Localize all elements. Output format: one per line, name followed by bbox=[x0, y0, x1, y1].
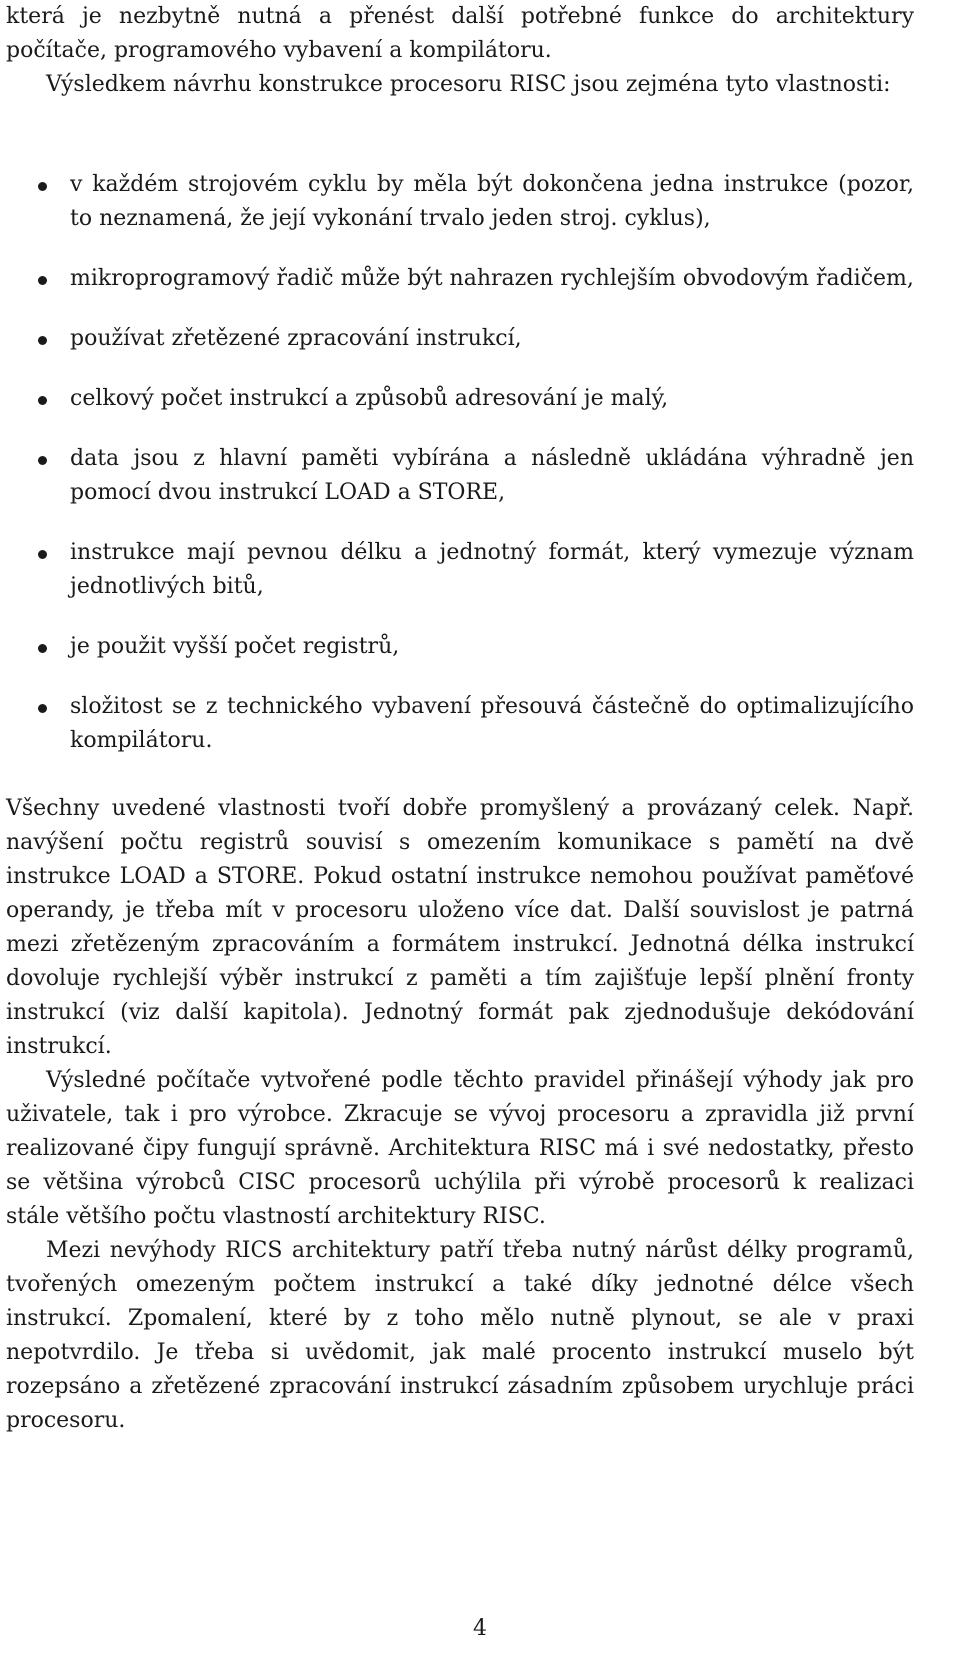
list-item-text: instrukce mají pevnou délku a jednotný formát, který vymezuje význam jednotlivých bitů, bbox=[70, 540, 914, 599]
list-item-text: mikroprogramový řadič může být nahrazen rychlejším obvodovým řadičem, bbox=[70, 266, 914, 291]
list-item bbox=[0, 262, 914, 296]
intro-lead: Výsledkem návrhu konstrukce procesoru RISC jsou zejména tyto vlastnosti: bbox=[46, 72, 891, 97]
list-item bbox=[0, 322, 914, 356]
list-item bbox=[0, 442, 914, 510]
list-item-text: v každém strojovém cyklu by měla být dokončena jedna instrukce (pozor, to neznamená, že její vykonání trvalo jeden stroj. cyklus), bbox=[70, 172, 914, 231]
risc-properties-list bbox=[0, 168, 914, 784]
bullet-icon bbox=[38, 396, 47, 405]
bullet-icon bbox=[38, 182, 47, 191]
list-item bbox=[0, 168, 914, 236]
bullet-icon bbox=[38, 336, 47, 345]
bullet-icon bbox=[38, 550, 47, 559]
body-text bbox=[6, 792, 914, 1438]
intro-text bbox=[6, 0, 914, 102]
page-number: 4 bbox=[473, 1616, 487, 1641]
list-item bbox=[0, 630, 914, 664]
list-item-text: data jsou z hlavní paměti vybírána a následně ukládána výhradně jen pomocí dvou instrukcí LOAD a STORE, bbox=[70, 446, 914, 505]
list-item-text: celkový počet instrukcí a způsobů adresování je malý, bbox=[70, 386, 669, 411]
list-item-text: používat zřetězené zpracování instrukcí, bbox=[70, 326, 522, 351]
paragraph: Mezi nevýhody RICS architektury patří třeba nutný nárůst délky programů, tvořených omezeným počtem instrukcí a také díky jednotné délce všech instrukcí. Zpomalení, které by z toho mělo nutně plynout, se ale v praxi nepotvrdilo. Je třeba si uvědomit, jak malé procento instrukcí muselo být rozepsáno a zřetězené zpracování instrukcí zásadním způsobem urychluje práci procesoru. bbox=[6, 1238, 914, 1433]
bullet-icon bbox=[38, 704, 47, 713]
list-item bbox=[0, 690, 914, 758]
paragraph: Výsledné počítače vytvořené podle těchto pravidel přinášejí výhody jak pro uživatele, tak i pro výrobce. Zkracuje se vývoj procesoru a zpravidla již první realizované čipy fungují správně. Architektura RISC má i své nedostatky, přesto se většina výrobců CISC procesorů uchýlila při výrobě procesorů k realizaci stále většího počtu vlastností architektury RISC. bbox=[6, 1068, 914, 1229]
list-item-text: je použit vyšší počet registrů, bbox=[70, 634, 400, 659]
intro-continuation: která je nezbytně nutná a přenést další potřebné funkce do architektury počítače, programového vybavení a kompilátoru. bbox=[6, 4, 914, 63]
paragraph: Všechny uvedené vlastnosti tvoří dobře promyšlený a provázaný celek. Např. navýšení počtu registrů souvisí s omezením komunikace s pamětí na dvě instrukce LOAD a STORE. Pokud ostatní instrukce nemohou používat paměťové operandy, je třeba mít v procesoru uloženo více dat. Další souvislost je patrná mezi zřetězeným zpracováním a formátem instrukcí. Jednotná délka instrukcí dovoluje rychlejší výběr instrukcí z paměti a tím zajišťuje lepší plnění fronty instrukcí (viz další kapitola). Jednotný formát pak zjednodušuje dekódování instrukcí. bbox=[6, 796, 914, 1059]
list-item-text: složitost se z technického vybavení přesouvá částečně do optimalizujícího kompilátoru. bbox=[70, 694, 914, 753]
list-item bbox=[0, 536, 914, 604]
bullet-icon bbox=[38, 276, 47, 285]
bullet-icon bbox=[38, 644, 47, 653]
bullet-icon bbox=[38, 456, 47, 465]
list-item bbox=[0, 382, 914, 416]
